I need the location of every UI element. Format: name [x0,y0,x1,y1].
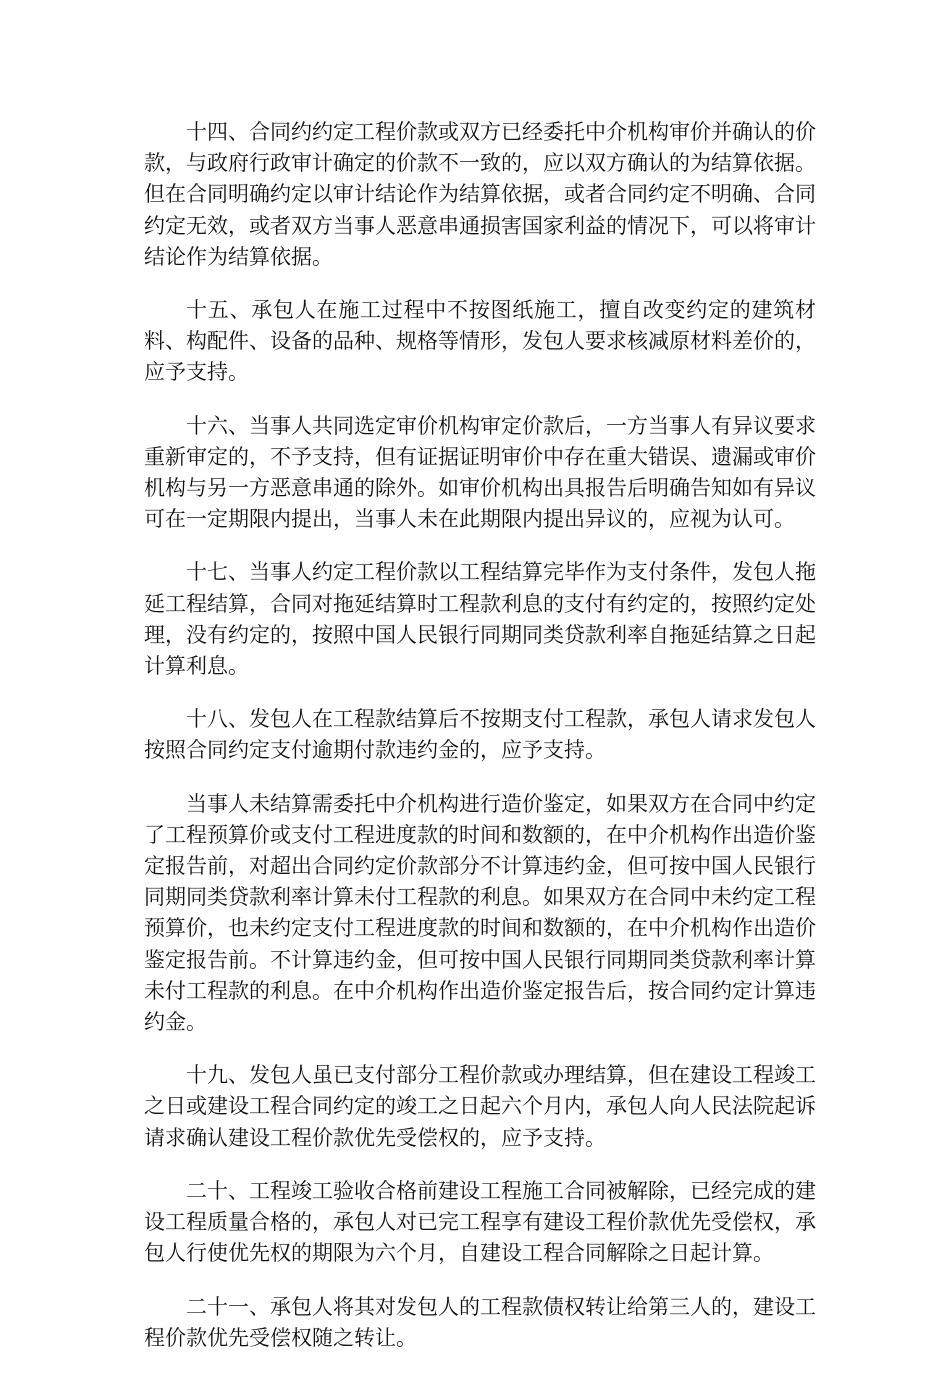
paragraph-clause-16: 十六、当事人共同选定审价机构审定价款后，一方当事人有异议要求重新审定的，不予支持，但有证据证明审价中存在重大错误、遗漏或审价机构与另一方恶意串通的除外。如审价机构出具报告后明确告知如有异议可在一定期限内提出，当事人未在此期限内提出异议的，应视为认可。 [144,413,816,532]
paragraph-clause-18-note: 当事人未结算需委托中介机构进行造价鉴定，如果双方在合同中约定了工程预算价或支付工程进度款的时间和数额的，在中介机构作出造价鉴定报告前，对超出合同约定价款部分不计算违约金，但可按中国人民银行同期同类贷款利率计算未付工程款的利息。如果双方在合同中未约定工程预算价，也未约定支付工程进度款的时间和数额的，在中介机构作出造价鉴定报告前。不计算违约金，但可按中国人民银行同期同类贷款利率计算未付工程款的利息。在中介机构作出造价鉴定报告后，按合同约定计算违约金。 [144,791,816,1035]
paragraph-clause-20: 二十、工程竣工验收合格前建设工程施工合同被解除，已经完成的建设工程质量合格的，承包人对已完工程享有建设工程价款优先受偿权，承包人行使优先权的期限为六个月，自建设工程合同解除之日起计算。 [144,1178,816,1266]
paragraph-clause-21: 二十一、承包人将其对发包人的工程款债权转让给第三人的，建设工程价款优先受偿权随之转让。 [144,1294,816,1350]
paragraph-clause-17: 十七、当事人约定工程价款以工程结算完毕作为支付条件，发包人拖延工程结算，合同对拖延结算时工程款利息的支付有约定的，按照约定处理，没有约定的，按照中国人民银行同期同类贷款利率自拖延结算之日起计算利息。 [144,560,816,679]
paragraph-clause-14: 十四、合同约约定工程价款或双方已经委托中介机构审价并确认的价款，与政府行政审计确定的价款不一致的，应以双方确认的为结算依据。但在合同明确约定以审计结论作为结算依据，或者合同约定不明确、合同约定无效，或者双方当事人恶意串通损害国家利益的情况下，可以将审计结论作为结算依据。 [144,120,816,269]
paragraph-clause-19: 十九、发包人虽已支付部分工程价款或办理结算，但在建设工程竣工之日或建设工程合同约定的竣工之日起六个月内，承包人向人民法院起诉请求确认建设工程价款优先受偿权的，应予支持。 [144,1063,816,1150]
document-body [144,117,816,1376]
paragraph-clause-15: 十五、承包人在施工过程中不按图纸施工，擅自改变约定的建筑材料、构配件、设备的品种、规格等情形，发包人要求核减原材料差价的，应予支持。 [144,298,816,385]
paragraph-clause-18: 十八、发包人在工程款结算后不按期支付工程款，承包人请求发包人按照合同约定支付逾期付款违约金的，应予支持。 [144,707,816,763]
